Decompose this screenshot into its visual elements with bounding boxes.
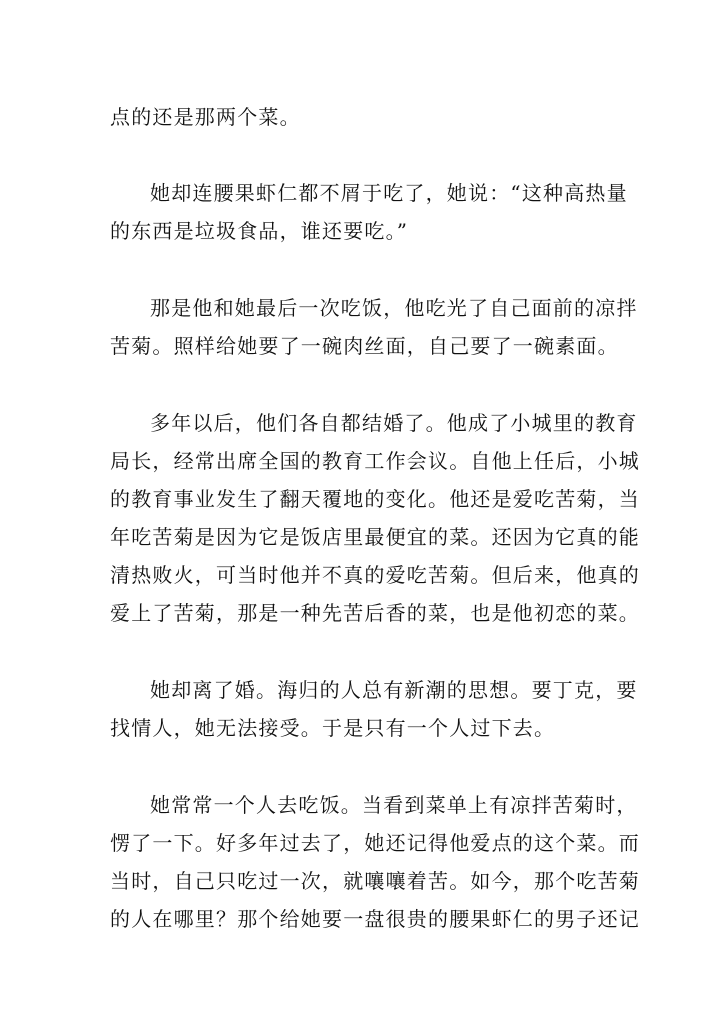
paragraph-3-line-1: 那是他和她最后一次吃饭，他吃光了自己面前的凉拌 xyxy=(150,296,638,320)
paragraph-4-line-4: 年吃苦菊是因为它是饭店里最便宜的菜。还因为它真的能 xyxy=(110,525,640,549)
paragraph-6-line-4: 的人在哪里？那个给她要一盘很贵的腰果虾仁的男子还记 xyxy=(110,907,640,931)
paragraph-6-line-2: 愣了一下。好多年过去了，她还记得他爱点的这个菜。而 xyxy=(110,831,640,855)
paragraph-4-line-1: 多年以后，他们各自都结婚了。他成了小城里的教育 xyxy=(150,411,638,435)
paragraph-5-line-1: 她却离了婚。海归的人总有新潮的思想。要丁克，要 xyxy=(150,678,638,702)
paragraph-4-line-6: 爱上了苦菊，那是一种先苦后香的菜，也是他初恋的菜。 xyxy=(110,601,640,625)
paragraph-4-line-2: 局长，经常出席全国的教育工作会议。自他上任后，小城 xyxy=(110,449,640,473)
paragraph-6-line-1: 她常常一个人去吃饭。当看到菜单上有凉拌苦菊时， xyxy=(150,793,638,817)
paragraph-5-line-2: 找情人，她无法接受。于是只有一个人过下去。 xyxy=(110,716,556,740)
paragraph-2-line-2: 的东西是垃圾食品，谁还要吃。” xyxy=(110,219,409,243)
paragraph-2-line-1: 她却连腰果虾仁都不屑于吃了，她说：“这种高热量 xyxy=(150,181,628,205)
paragraph-1-line-1: 点的还是那两个菜。 xyxy=(110,105,301,129)
paragraph-6-line-3: 当时，自己只吃过一次，就嚷嚷着苦。如今，那个吃苦菊 xyxy=(110,869,640,893)
paragraph-3-line-2: 苦菊。照样给她要了一碗肉丝面，自己要了一碗素面。 xyxy=(110,334,619,358)
paragraph-4-line-5: 清热败火，可当时他并不真的爱吃苦菊。但后来，他真的 xyxy=(110,563,640,587)
paragraph-4-line-3: 的教育事业发生了翻天覆地的变化。他还是爱吃苦菊，当 xyxy=(110,487,640,511)
